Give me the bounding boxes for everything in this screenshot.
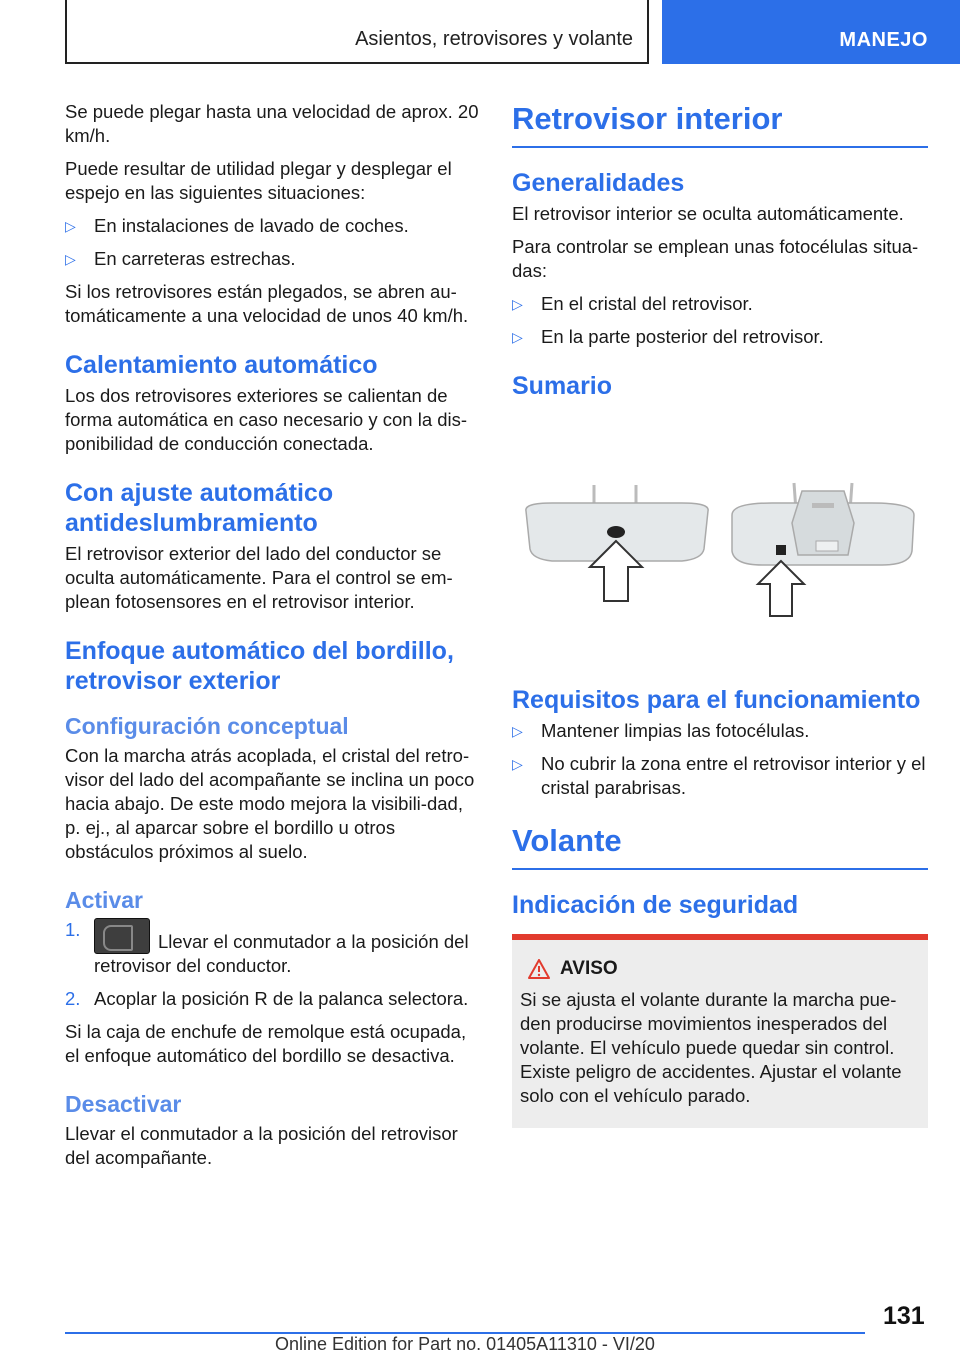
header-chapter-tab [662, 0, 960, 64]
header-section-box [65, 0, 649, 64]
list-item: ▷ En instalaciones de lavado de coches. [65, 215, 409, 236]
warning-triangle-icon [528, 959, 550, 979]
heading-ajuste: Con ajuste automático antideslumbramiento [65, 479, 334, 537]
triangle-right-icon: ▷ [512, 296, 523, 312]
mirror-rear-view [732, 483, 914, 616]
warning-header [520, 958, 920, 980]
steps-list [65, 918, 479, 1011]
paragraph: Para controlar se emplean unas fotocélulas situa-das: [512, 236, 919, 281]
heading-desactivar: Desactivar [65, 1091, 182, 1117]
warning-box [512, 934, 928, 1128]
list-item: 2. Acoplar la posición R de la palanca selectora. [65, 988, 469, 1009]
mirror-switch-icon [94, 918, 150, 954]
paragraph: Los dos retrovisores exteriores se calientan de forma automática en caso necesario y con la dis-ponibilidad de conducción conectada. [65, 385, 468, 454]
paragraph: El retrovisor interior se oculta automáticamente. [512, 203, 904, 224]
paragraph: Llevar el conmutador a la posición del retrovisor del acompañante. [65, 1123, 458, 1168]
mirror-front-view [526, 485, 708, 601]
list-item: 1. Llevar el conmutador a la posición del retrovisor del conductor. [65, 919, 469, 976]
left-column [65, 100, 479, 1179]
triangle-right-icon: ▷ [65, 251, 76, 267]
warning-label: AVISO [560, 958, 618, 979]
triangle-right-icon: ▷ [65, 218, 76, 234]
heading-calentamiento: Calentamiento automático [65, 351, 378, 379]
paragraph: Si los retrovisores están plegados, se abren au-tomáticamente a una velocidad de unos 40 km/h. [65, 281, 469, 326]
heading-volante: Volante [512, 822, 928, 870]
paragraph: El retrovisor exterior del lado del conductor se oculta automáticamente. Para el control se em-plean fotosensores en el retrovisor interior. [65, 543, 453, 612]
warning-bar [512, 934, 928, 940]
paragraph: Si la caja de enchufe de remolque está ocupada, el enfoque automático del bordillo se desactiva. [65, 1021, 467, 1066]
list-item: ▷ En carreteras estrechas. [65, 248, 296, 269]
right-column [512, 100, 928, 1128]
page-number: 131 [883, 1302, 925, 1330]
edition-text: Online Edition for Part no. 01405A11310 - VI/20 [275, 1334, 655, 1354]
triangle-right-icon: ▷ [512, 723, 523, 739]
heading-configuracion: Configuración conceptual [65, 713, 349, 739]
section-title: Asientos, retrovisores y volante [355, 28, 633, 50]
heading-requisitos: Requisitos para el funcionamiento [512, 686, 921, 714]
paragraph: Puede resultar de utilidad plegar y desplegar el espejo en las siguientes situaciones: [65, 158, 452, 203]
list-item: ▷ En la parte posterior del retrovisor. [512, 326, 824, 347]
list-item: ▷ Mantener limpias las fotocélulas. [512, 720, 810, 741]
list-item: ▷ No cubrir la zona entre el retrovisor interior y el cristal parabrisas. [512, 753, 926, 798]
warning-text: Si se ajusta el volante durante la marcha pue-den producirse movimientos inesperados del volante. El vehículo puede quedar sin control. Existe peligro de accidentes. Ajustar el volante solo con el vehículo parado. [520, 989, 902, 1106]
heading-seguridad: Indicación de seguridad [512, 891, 799, 919]
bullet-list [65, 214, 479, 271]
mirror-illustration [512, 419, 928, 669]
list-item: ▷ En el cristal del retrovisor. [512, 293, 753, 314]
mirror-diagram [512, 419, 928, 669]
heading-generalidades: Generalidades [512, 169, 685, 197]
paragraph: Con la marcha atrás acoplada, el cristal del retro-visor del lado del acompañante se inclina un poco hacia abajo. De este modo mejora la visibili-dad, p. ej., al aparcar sobre el bordillo u otros obstáculos próximos al suelo. [65, 745, 475, 862]
heading-retrovisor-interior: Retrovisor interior [512, 100, 928, 148]
bullet-list [512, 719, 928, 800]
heading-sumario: Sumario [512, 372, 613, 400]
triangle-right-icon: ▷ [512, 329, 523, 345]
paragraph: Se puede plegar hasta una velocidad de aprox. 20 km/h. [65, 101, 479, 146]
chapter-label: MANEJO [839, 29, 928, 51]
bullet-list [512, 292, 928, 349]
heading-activar: Activar [65, 887, 143, 913]
triangle-right-icon: ▷ [512, 756, 523, 772]
heading-enfoque: Enfoque automático del bordillo, retrovisor exterior [65, 637, 454, 695]
